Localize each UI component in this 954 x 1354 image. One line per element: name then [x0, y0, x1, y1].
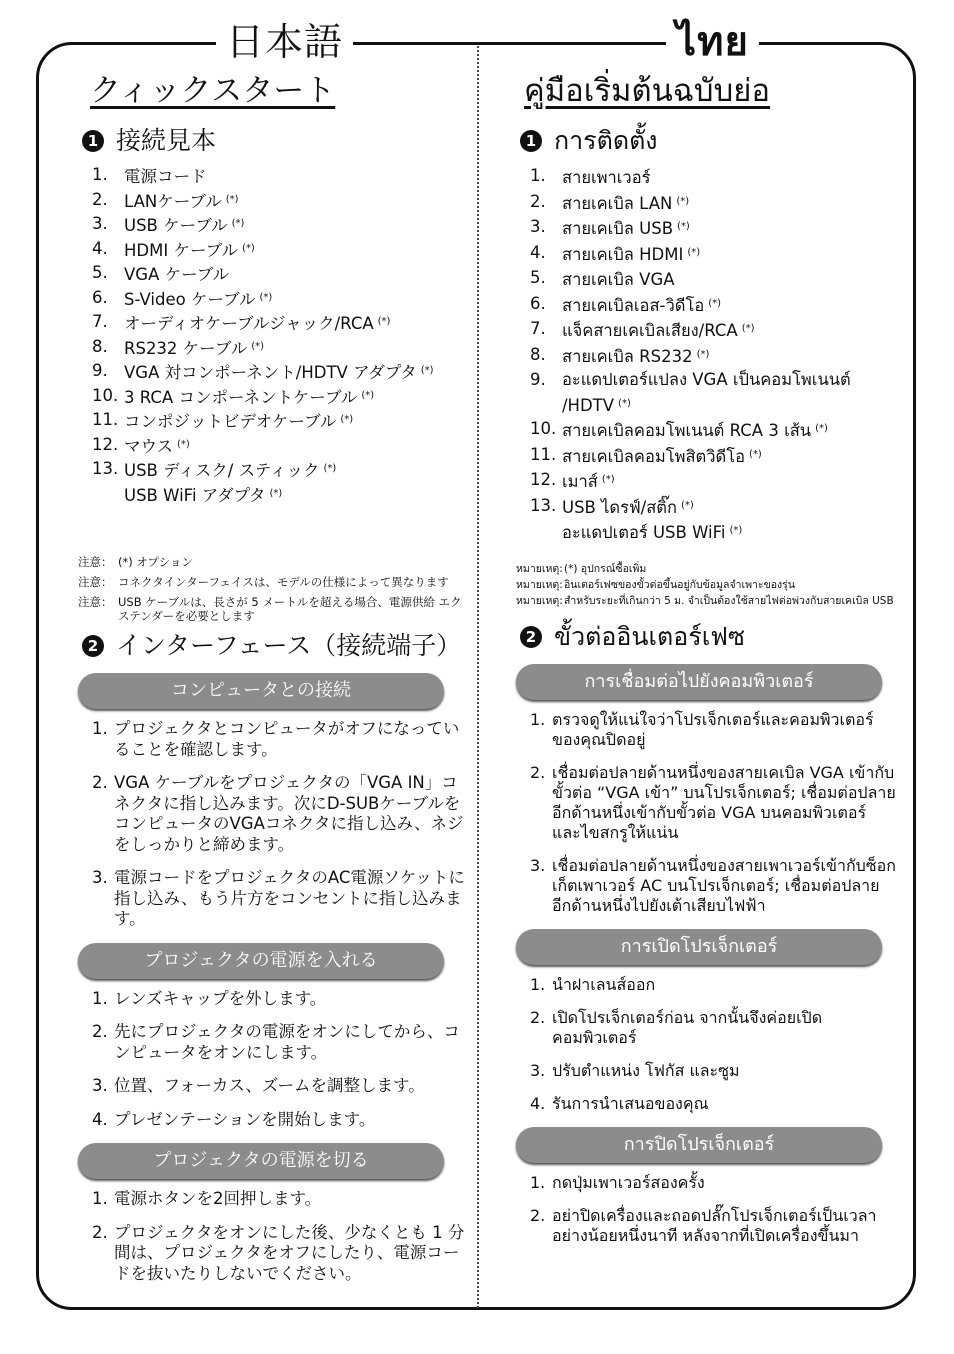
- step-item: 3. 電源コードをプロジェクタのAC電源ソケットに指し込み、もう片方をコンセントに指し込みます。: [92, 868, 465, 928]
- list-item: 2. LANケーブル (*): [92, 189, 239, 211]
- connect-steps: [92, 719, 470, 930]
- section-1-title: 接続見本: [116, 126, 217, 155]
- section-2-title: ขั้วต่ออินเตอร์เฟซ: [554, 621, 745, 651]
- list-item: 8. RS232 ケーブル (*): [92, 336, 265, 358]
- note: หมายเหตุ: สำหรับระยะที่เกินกว่า 5 ม. จำเป็นต้องใช้สายไฟต่อพ่วงกับสายเคเบิล USB: [516, 594, 894, 607]
- list-item: 7. แจ็คสายเคเบิลเสียง/RCA (*): [530, 319, 755, 340]
- step-item: 1. กดปุ่มเพาเวอร์สองครั้ง: [530, 1172, 705, 1192]
- step-item: 2. VGA ケーブルをプロジェクタの「VGA IN」コネクタに指し込みます。次にD-SUBケーブルをコンピュータのVGAコネクタに指し込み、ネジをしっかりと締めます。: [92, 773, 464, 854]
- section-1-title: การติดตั้ง: [554, 126, 658, 155]
- list-item: 2. สายเคเบิล LAN (*): [530, 191, 690, 213]
- step-item: 2. เปิดโปรเจ็กเตอร์ก่อน จากนั้นจึงค่อยเปิดคอมพิวเตอร์: [530, 1007, 823, 1047]
- step-item: 1. นำฝาเลนส์ออก: [530, 974, 656, 994]
- section-number-badge: 2: [520, 626, 542, 648]
- list-item: 5. VGA ケーブル: [92, 263, 230, 284]
- connection-items-list: [92, 164, 470, 507]
- step-item: 4. รันการนำเสนอของคุณ: [530, 1093, 709, 1113]
- list-item: 1. สายเพาเวอร์: [530, 166, 651, 187]
- step-item: 3. ปรับตำแหน่ง โฟกัส และซูม: [530, 1060, 740, 1080]
- group-header-connect: コンピュータとの接続: [78, 673, 444, 709]
- list-item: 9. VGA 対コンポーネント/HDTV アダプタ (*): [92, 361, 434, 382]
- connection-items-list: [530, 164, 896, 545]
- list-item: 5. สายเคเบิล VGA: [530, 268, 675, 289]
- japanese-language-title: 日本語: [216, 20, 353, 64]
- list-item: USB WiFi アダプタ (*): [124, 485, 283, 505]
- quick-start-title: คู่มือเริ่มต้นฉบับย่อ: [524, 73, 771, 109]
- list-item: 11. สายเคเบิลคอมโพสิตวิดีโอ (*): [530, 444, 762, 466]
- section-number-badge: 2: [82, 635, 104, 657]
- step-item: 2. プロジェクタをオンにした後、少なくとも 1 分間は、プロジェクタをオフにしたり、電源コードを抜いたりしないでください。: [92, 1222, 465, 1283]
- section-1-heading: [520, 124, 896, 158]
- step-item: 4. プレゼンテーションを開始します。: [92, 1109, 376, 1129]
- notes-block: [78, 555, 470, 623]
- japanese-column: [78, 70, 470, 1297]
- step-item: 1. ตรวจดูให้แน่ใจว่าโปรเจ็กเตอร์และคอมพิวเตอร์ของคุณปิดอยู่: [530, 709, 874, 749]
- group-header-connect: การเชื่อมต่อไปยังคอมพิวเตอร์: [516, 664, 882, 700]
- group-header-power-on: プロジェクタの電源を入れる: [78, 943, 444, 979]
- list-item: 4. HDMI ケーブル (*): [92, 238, 255, 260]
- note: หมายเหตุ: (*) อุปกรณ์ซื้อเพิ่ม: [516, 562, 647, 575]
- list-item: 3. USB ケーブル (*): [92, 214, 245, 235]
- list-item: 4. สายเคเบิล HDMI (*): [530, 242, 701, 264]
- note: หมายเหตุ: อินเตอร์เฟซของขั้วต่อขึ้นอยู่กับข้อมูลจำเพาะของรุ่น: [516, 578, 795, 591]
- step-item: 2. เชื่อมต่อปลายด้านหนึ่งของสายเคเบิล VGA เข้ากับขั้วต่อ “VGA เข้า” บนโปรเจ็กเตอร์; เชื่อมต่อปลายอีกด้านหนึ่งเข้ากับขั้วต่อ VGA บนคอมพิวเตอร์ และไขสกรูให้แน่น: [530, 762, 896, 842]
- group-header-power-off: プロジェクタの電源を切る: [78, 1143, 444, 1179]
- thai-language-title: ไทย: [666, 20, 759, 64]
- list-item: 12. マウス (*): [92, 434, 190, 456]
- column-divider: [477, 46, 479, 1308]
- notes-block: [516, 563, 896, 608]
- connect-steps: [530, 710, 896, 916]
- section-number-badge: 1: [82, 130, 104, 152]
- note: 注意： コネクタインターフェイスは、モデルの仕様によって異なります: [78, 575, 449, 589]
- section-number-badge: 1: [520, 130, 542, 152]
- list-item: 3. สายเคเบิล USB (*): [530, 217, 690, 238]
- section-2-title: インターフェース（接続端子）: [116, 631, 462, 660]
- power-on-steps: [530, 975, 896, 1114]
- list-item: 6. S-Video ケーブル (*): [92, 287, 273, 309]
- step-item: 2. 先にプロジェクタの電源をオンにしてから、コンピュータをオンにします。: [92, 1022, 460, 1062]
- list-item: 13. USB ディスク/ スティック (*): [92, 459, 337, 480]
- section-2-heading: [82, 629, 470, 663]
- note: 注意： (*) オプション: [78, 555, 193, 569]
- list-item: 1. 電源コード: [92, 165, 207, 186]
- step-item: 3. 位置、フォーカス、ズームを調整します。: [92, 1076, 425, 1095]
- power-on-steps: [92, 989, 470, 1131]
- step-item: 1. 電源ホタンを2回押します。: [92, 1189, 322, 1208]
- list-item: 10. 3 RCA コンポーネントケーブル (*): [92, 385, 375, 407]
- list-item: 7. オーディオケーブルジャック/RCA (*): [92, 312, 391, 333]
- group-header-power-off: การปิดโปรเจ็กเตอร์: [516, 1127, 882, 1163]
- power-off-steps: [530, 1173, 896, 1246]
- quick-start-title: クィックスタート: [90, 73, 336, 109]
- list-item: 12. เมาส์ (*): [530, 470, 615, 491]
- step-item: 3. เชื่อมต่อปลายด้านหนึ่งของสายเพาเวอร์เข้ากับซ็อกเก็ตเพาเวอร์ AC บนโปรเจ็กเตอร์; เชื่อมต่อปลายอีกด้านหนึ่งไปยังเต้าเสียบไฟฟ้า: [530, 855, 896, 915]
- group-header-power-on: การเปิดโปรเจ็กเตอร์: [516, 929, 882, 965]
- list-item: 8. สายเคเบิล RS232 (*): [530, 344, 710, 366]
- section-2-heading: [520, 620, 896, 654]
- list-item: 11. コンポジットビデオケーブル (*): [92, 410, 354, 431]
- step-item: 1. レンズキャップを外します。: [92, 988, 327, 1008]
- list-item: 10. สายเคเบิลคอมโพเนนต์ RCA 3 เส้น (*): [530, 419, 828, 440]
- list-item: 13. USB ไดรฟ์/สติ๊ก (*): [530, 495, 694, 517]
- thai-column: [516, 70, 896, 1259]
- list-item: 9. อะแดปเตอร์แปลง VGA เป็นคอมโพเนนต์ /HDTV (*): [530, 370, 851, 415]
- step-item: 2. อย่าปิดเครื่องและถอดปลั๊กโปรเจ็กเตอร์เป็นเวลาอย่างน้อยหนึ่งนาที หลังจากที่เปิดเครื่องขึ้นมา: [530, 1205, 877, 1245]
- section-1-heading: [82, 124, 470, 158]
- step-item: 1. プロジェクタとコンピュータがオフになっていることを確認します。: [92, 719, 460, 759]
- power-off-steps: [92, 1189, 470, 1284]
- note: 注意： USB ケーブルは、長さが 5 メートルを超える場合、電源供給 エクステンダーを必要とします: [78, 595, 462, 623]
- list-item: 6. สายเคเบิลเอส-วิดีโอ (*): [530, 293, 722, 315]
- list-item: อะแดปเตอร์ USB WiFi (*): [562, 523, 743, 542]
